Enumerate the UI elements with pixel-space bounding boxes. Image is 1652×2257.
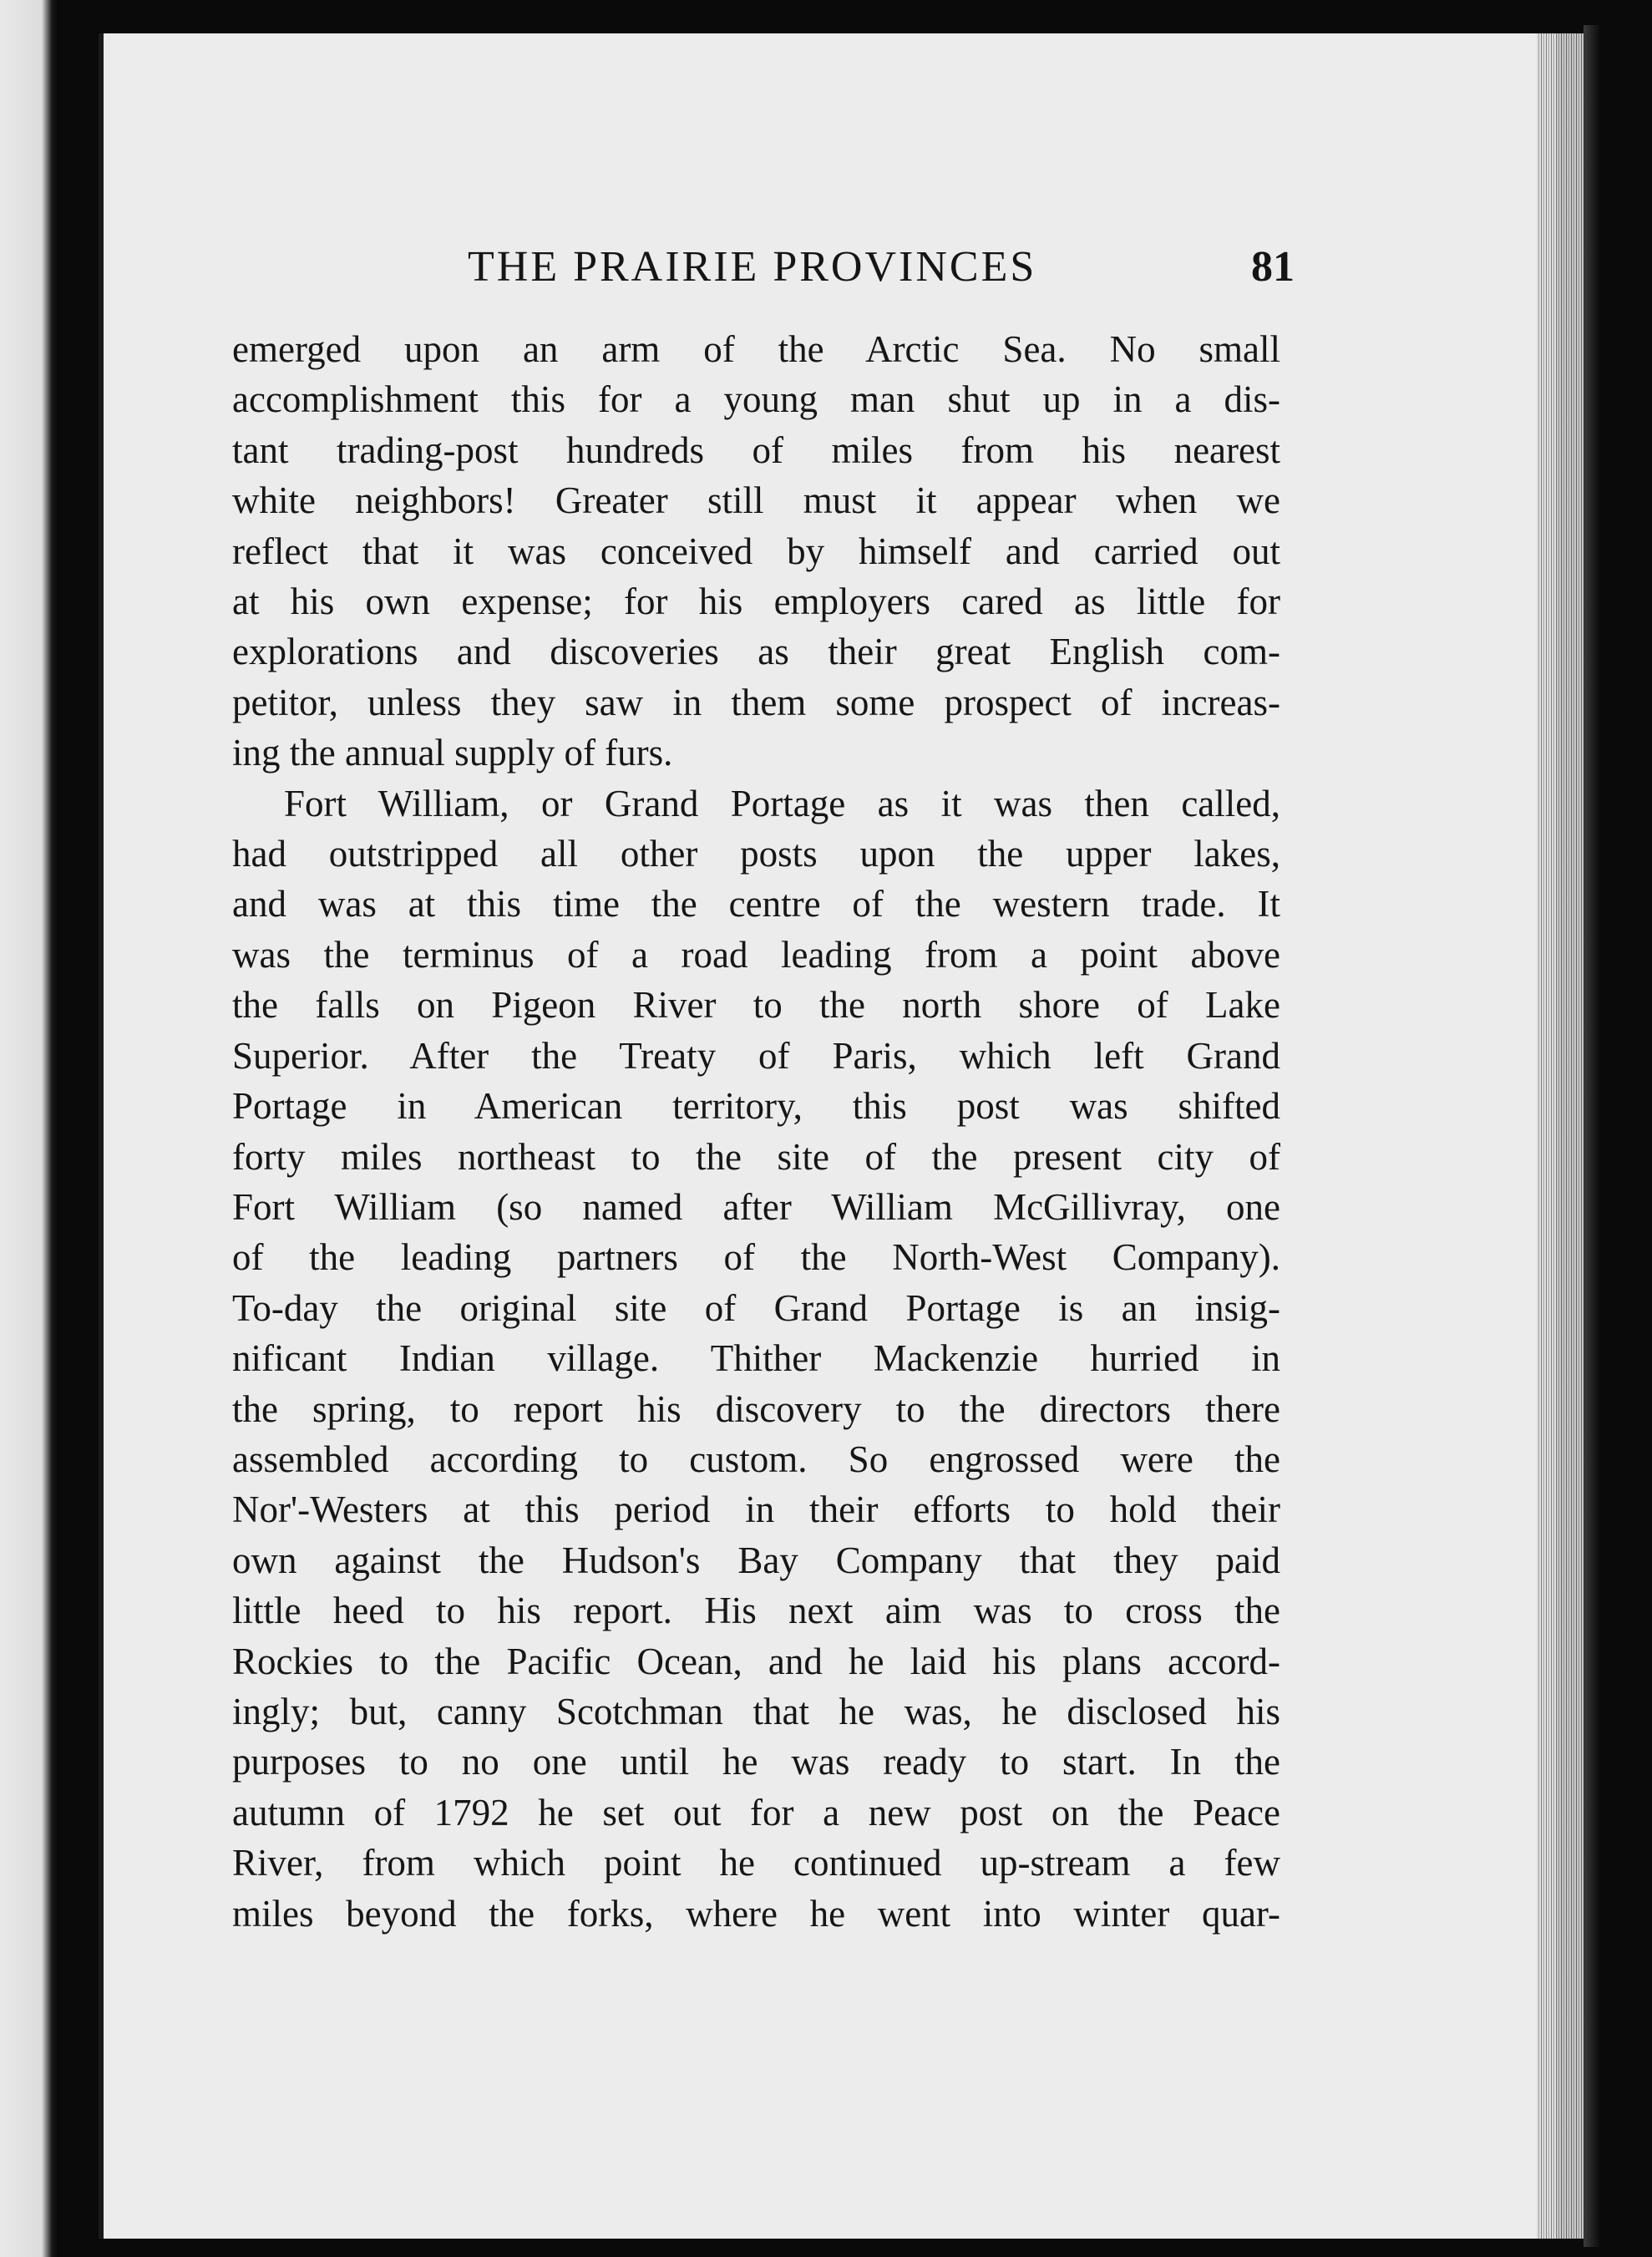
text-line: ingly; but, canny Scotchman that he was, he disclosed his bbox=[232, 1690, 1280, 1732]
text-line: ing the annual supply of furs. bbox=[232, 732, 673, 774]
running-title: THE PRAIRIE PROVINCES bbox=[468, 243, 1037, 291]
text-line: white neighbors! Greater still must it appear when we bbox=[232, 479, 1280, 522]
text-line: reflect that it was conceived by himself and carried out bbox=[232, 530, 1280, 572]
text-line: forty miles northeast to the site of the present city of bbox=[232, 1135, 1280, 1178]
text-line: at his own expense; for his employers cared as little for bbox=[232, 581, 1280, 623]
text-line: was the terminus of a road leading from a point above bbox=[232, 933, 1280, 976]
text-line: nificant Indian village. Thither Mackenzie hurried in bbox=[232, 1337, 1280, 1380]
text-line: had outstripped all other posts upon the upper lakes, bbox=[232, 833, 1280, 875]
text-line: own against the Hudson's Bay Company that they paid bbox=[232, 1539, 1280, 1581]
text-line: emerged upon an arm of the Arctic Sea. No small bbox=[232, 328, 1280, 370]
page-number: 81 bbox=[1251, 243, 1295, 291]
text-line: little heed to his report. His next aim was to cross the bbox=[232, 1590, 1280, 1632]
text-line: Fort William, or Grand Portage as it was then called, bbox=[284, 782, 1280, 824]
text-line: petitor, unless they saw in them some prospect of increas- bbox=[232, 681, 1280, 723]
text-line: accomplishment this for a young man shut up in a dis- bbox=[232, 378, 1280, 421]
paragraph bbox=[232, 324, 1280, 779]
text-line: To-day the original site of Grand Portage is an insig- bbox=[232, 1286, 1280, 1329]
paragraph bbox=[232, 779, 1280, 1939]
text-line: assembled according to custom. So engrossed were the bbox=[232, 1438, 1280, 1480]
text-line: miles beyond the forks, where he went into winter quar- bbox=[232, 1892, 1280, 1935]
text-line: purposes to no one until he was ready to start. In the bbox=[232, 1741, 1280, 1783]
text-line: Nor'-Westers at this period in their efforts to hold their bbox=[232, 1489, 1280, 1531]
text-line: the falls on Pigeon River to the north shore of Lake bbox=[232, 984, 1280, 1027]
text-line: tant trading-post hundreds of miles from his nearest bbox=[232, 429, 1280, 471]
text-line: River, from which point he continued up-stream a few bbox=[232, 1842, 1280, 1884]
page-stack-edge bbox=[1537, 33, 1587, 2239]
text-line: the spring, to report his discovery to the directors there bbox=[232, 1387, 1280, 1430]
facing-page-edge bbox=[0, 0, 58, 2257]
text-line: Rockies to the Pacific Ocean, and he laid his plans accord- bbox=[232, 1640, 1280, 1682]
page-stack-shadow bbox=[1584, 25, 1600, 2247]
text-line: Fort William (so named after William McGillivray, one bbox=[232, 1185, 1280, 1228]
text-line: autumn of 1792 he set out for a new post on the Peace bbox=[232, 1791, 1280, 1833]
page-header bbox=[234, 242, 1295, 309]
text-line: and was at this time the centre of the western trade. It bbox=[232, 883, 1280, 926]
text-line: Superior. After the Treaty of Paris, which left Grand bbox=[232, 1034, 1280, 1077]
text-line: explorations and discoveries as their great English com- bbox=[232, 631, 1280, 673]
body-text bbox=[232, 324, 1280, 1939]
text-line: of the leading partners of the North-West Company). bbox=[232, 1236, 1280, 1279]
text-line: Portage in American territory, this post was shifted bbox=[232, 1085, 1280, 1128]
